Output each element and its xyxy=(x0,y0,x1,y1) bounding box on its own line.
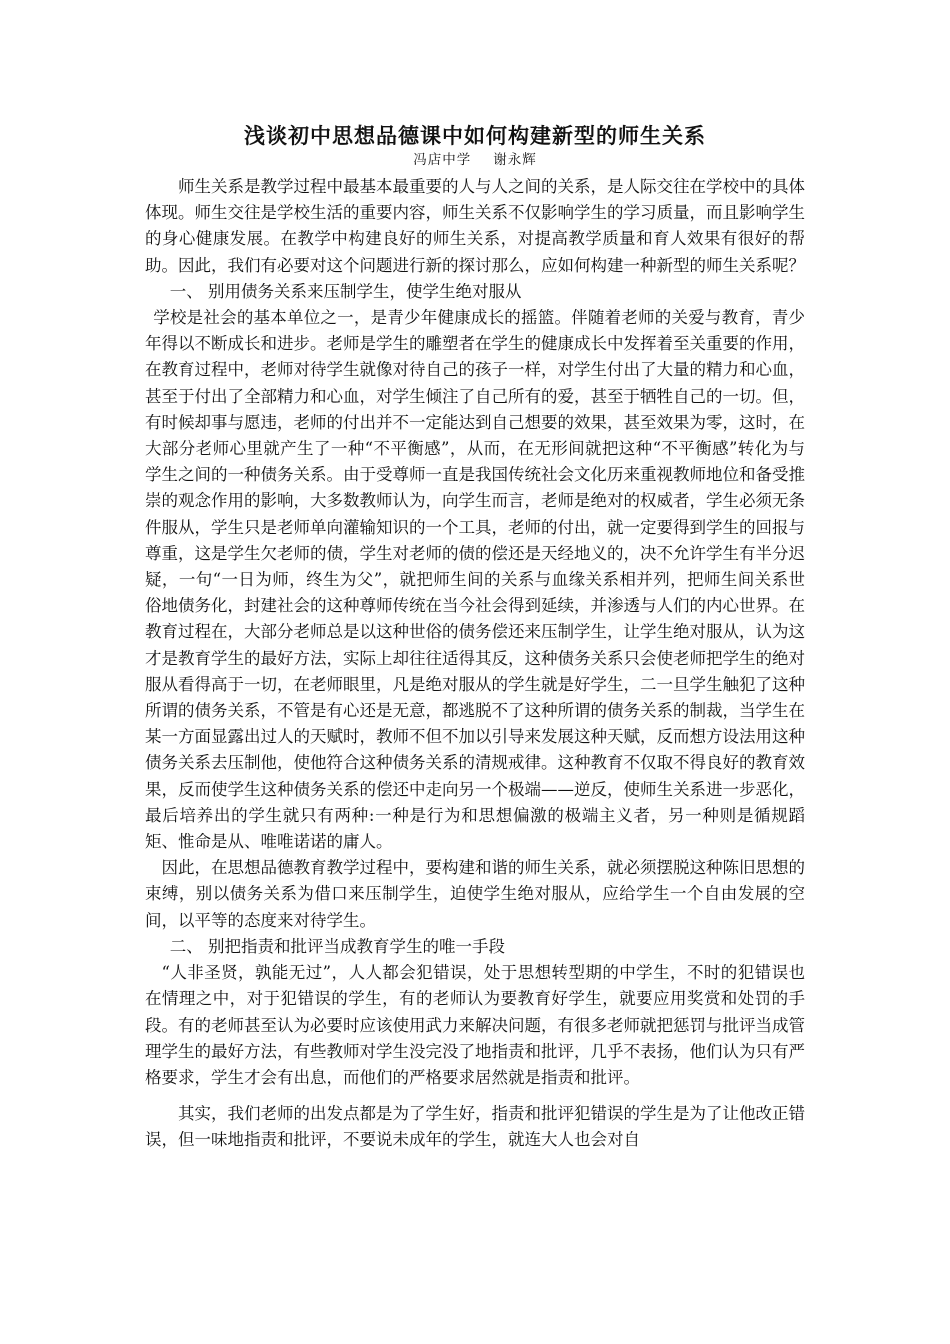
paragraph: 学校是社会的基本单位之一，是青少年健康成长的摇篮。伴随着老师的关爱与教育，青少年得以不断成长和进步。老师是学生的雕塑者在学生的健康成长中发挥着至关重要的作用，在教育过程中，老师对待学生就像对待自己的孩子一样，对学生付出了大量的精力和心血，甚至于付出了全部精力和心血，对学生倾注了自己所有的爱，甚至于牺牲自己的一切。但，有时候却事与愿违，老师的付出并不一定能达到自己想要的效果，甚至效果为零，这时，在大部分老师心里就产生了一种“不平衡感”，从而，在无形间就把这种“不平衡感”转化为与学生之间的一种债务关系。由于受尊师一直是我国传统社会文化历来重视教师地位和备受推崇的观念作用的影响，大多数教师认为，向学生而言，老师是绝对的权威者，学生必须无条件服从，学生只是老师单向灌输知识的一个工具，老师的付出，就一定要得到学生的回报与尊重，这是学生欠老师的债，学生对老师的债的偿还是天经地义的，决不允许学生有半分迟疑，一句“一日为师，终生为父”，就把师生间的关系与血缘关系相并列，把师生间关系世俗地债务化，封建社会的这种尊师传统在当今社会得到延续，并渗透与人们的内心世界。在教育过程在，大部分老师总是以这种世俗的债务偿还来压制学生，让学生绝对服从，认为这才是教育学生的最好方法，实际上却往往适得其反，这种债务关系只会使老师把学生的绝对服从看得高于一切，在老师眼里，凡是绝对服从的学生就是好学生，二一旦学生触犯了这种所谓的债务关系，不管是有心还是无意，都逃脱不了这种所谓的债务关系的制裁，当学生在某一方面显露出过人的天赋时，教师不但不加以引导来发展这种天赋，反而想方设法用这种债务关系去压制他，使他符合这种债务关系的清规戒律。这种教育不仅取不得良好的教育效果，反而使学生这种债务关系的偿还中走向另一个极端——逆反，使师生关系进一步恶化，最后培养出的学生就只有两种:一种是行为和思想偏激的极端主义者，另一种则是循规蹈矩、惟命是从、唯唯诺诺的庸人。 xyxy=(145,308,805,852)
document-body xyxy=(145,174,805,1154)
byline xyxy=(145,150,805,170)
paragraph: 因此，在思想品德教育教学过程中，要构建和谐的师生关系，就必须摆脱这种陈旧思想的束缚，别以债务关系为借口来压制学生，迫使学生绝对服从，应给学生一个自由发展的空间，以平等的态度来对待学生。 xyxy=(145,858,805,930)
intro-paragraph: 师生关系是教学过程中最基本最重要的人与人之间的关系，是人际交往在学校中的具体体现。师生交往是学校生活的重要内容，师生关系不仅影响学生的学习质量，而且影响学生的身心健康发展。在教学中构建良好的师生关系，对提高教学质量和育人效果有很好的帮助。因此，我们有必要对这个问题进行新的探讨那么，应如何构建一种新型的师生关系呢？ xyxy=(145,177,805,275)
paragraph: 其实，我们老师的出发点都是为了学生好，指责和批评犯错误的学生是为了让他改正错误，但一味地指责和批评，不要说未成年的学生，就连大人也会对自 xyxy=(145,1104,805,1150)
section-heading-2: 二、 别把指责和批评当成教育学生的唯一手段 xyxy=(169,936,505,956)
section-heading-1: 一、 别用债务关系来压制学生，使学生绝对服从 xyxy=(169,281,522,301)
document-title: 浅谈初中思想品德课中如何构建新型的师生关系 xyxy=(244,123,706,148)
school-name: 冯店中学 xyxy=(413,152,472,168)
author-name: 谢永辉 xyxy=(493,152,537,168)
paragraph: “人非圣贤，孰能无过”，人人都会犯错误，处于思想转型期的中学生，不时的犯错误也在情理之中，对于犯错误的学生，有的老师认为要教育好学生，就要应用奖赏和处罚的手段。有的老师甚至认为必要时应该使用武力来解决问题，有很多老师就把惩罚与批评当成管理学生的最好方法，有些教师对学生没完没了地指责和批评，几乎不表扬，他们认为只有严格要求，学生才会有出息，而他们的严格要求居然就是指责和批评。 xyxy=(145,963,805,1087)
paragraph-gap xyxy=(145,1091,805,1101)
